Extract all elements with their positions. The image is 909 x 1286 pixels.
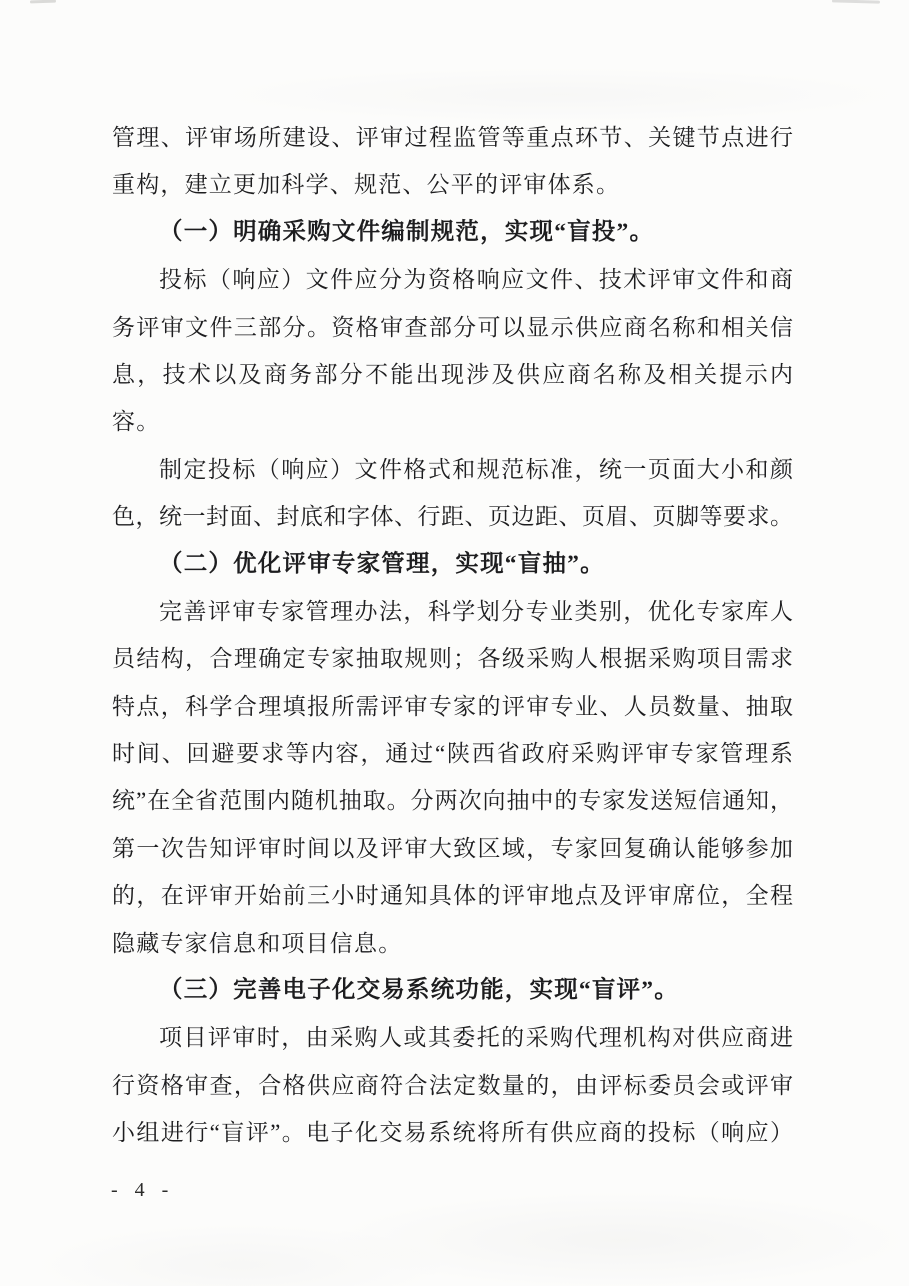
text-line: 隐藏专家信息和项目信息。 [112,930,403,956]
text-line: 息，技术以及商务部分不能出现涉及供应商名称及相关提示内 [112,361,793,387]
text-line: 行资格审查，合格供应商符合法定数量的，由评标委员会或评审 [112,1072,793,1098]
text-line: 统”在全省范围内随机抽取。分两次向抽中的专家发送短信通知， [112,788,793,814]
text-line: 容。 [112,409,161,435]
text-line: 完善评审专家管理办法，科学划分专业类别，优化专家库人 [159,598,793,624]
text-line: 时间、回避要求等内容，通过“陕西省政府采购评审专家管理系 [112,741,793,767]
section-heading: （二）优化评审专家管理，实现“盲抽”。 [159,550,605,577]
text-line: 色，统一封面、封底和字体、行距、页边距、页眉、页脚等要求。 [112,504,793,530]
text-line: 员结构，合理确定专家抽取规则；各级采购人根据采购项目需求 [112,646,793,672]
text-line: 投标（响应）文件应分为资格响应文件、技术评审文件和商 [159,267,793,293]
section-heading: （一）明确采购文件编制规范，实现“盲投”。 [159,218,655,245]
text-line: 第一次告知评审时间以及评审大致区域，专家回复确认能够参加 [112,835,793,861]
page-number: - 4 - [111,1179,175,1201]
scan-artifact [832,0,880,4]
text-line: 务评审文件三部分。资格审查部分可以显示供应商名称和相关信 [112,314,793,340]
scan-artifact [30,0,56,3]
document-body [112,114,793,1157]
text-line: 小组进行“盲评”。电子化交易系统将所有供应商的投标（响应） [112,1120,793,1146]
text-line: 的，在评审开始前三小时通知具体的评审地点及评审席位，全程 [112,883,793,909]
section-heading: （三）完善电子化交易系统功能，实现“盲评”。 [159,977,679,1004]
text-line: 制定投标（响应）文件格式和规范标准，统一页面大小和颜 [159,456,793,482]
text-line: 项目评审时，由采购人或其委托的采购代理机构对供应商进 [159,1025,793,1051]
text-line: 管理、评审场所建设、评审过程监管等重点环节、关键节点进行 [112,125,793,150]
text-line: 特点，科学合理填报所需评审专家的评审专业、人员数量、抽取 [112,693,793,719]
text-line: 重构，建立更加科学、规范、公平的评审体系。 [112,172,621,198]
